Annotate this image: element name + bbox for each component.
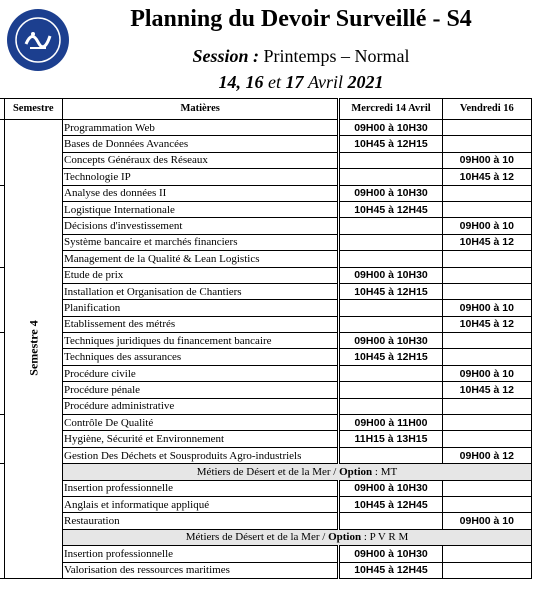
friday-time	[442, 120, 531, 136]
subject-cell: Installation et Organisation de Chantiers	[63, 283, 339, 299]
friday-time	[442, 333, 531, 349]
wednesday-time	[339, 234, 442, 250]
wednesday-time: 09H00 à 10H30	[339, 480, 442, 496]
friday-time: 09H00 à 10	[442, 152, 531, 168]
subject-cell: Procédure civile	[63, 365, 339, 381]
band-text: Métiers de Désert et de la Mer /	[196, 465, 340, 478]
table-row	[0, 447, 532, 463]
table-row	[0, 382, 532, 398]
friday-time: 10H45 à 12	[442, 169, 531, 185]
session-value: Printemps – Normal	[263, 46, 410, 66]
table-row	[0, 283, 532, 299]
friday-time	[442, 251, 531, 267]
dates-days: 14, 16	[218, 72, 264, 92]
band-option-value: : P V R M	[361, 531, 409, 544]
subject-cell: Valorisation des ressources maritimes	[63, 562, 339, 578]
col-header-semestre: Semestre	[4, 99, 62, 120]
wednesday-time	[339, 169, 442, 185]
subject-cell: Procédure pénale	[63, 382, 339, 398]
table-row	[0, 267, 532, 283]
table-row	[0, 251, 532, 267]
subject-cell: Programmation Web	[63, 120, 339, 136]
table-row	[0, 431, 532, 447]
table-row	[0, 152, 532, 168]
table-row	[0, 300, 532, 316]
wednesday-time: 09H00 à 10H30	[339, 185, 442, 201]
wednesday-time	[339, 152, 442, 168]
friday-time	[442, 283, 531, 299]
wednesday-time: 11H15 à 13H15	[339, 431, 442, 447]
wednesday-time: 09H00 à 10H30	[339, 267, 442, 283]
friday-time	[442, 185, 531, 201]
wednesday-time: 10H45 à 12H15	[339, 283, 442, 299]
table-row	[0, 185, 532, 201]
table-row	[0, 234, 532, 250]
table-row	[0, 349, 532, 365]
wednesday-time: 09H00 à 11H00	[339, 415, 442, 431]
friday-time	[442, 398, 531, 414]
subject-cell: Planification	[63, 300, 339, 316]
planning-table	[0, 98, 532, 579]
wednesday-time	[339, 251, 442, 267]
col-header-wed: Mercredi 14 Avril	[339, 99, 442, 120]
friday-time	[442, 546, 531, 562]
table-row	[0, 169, 532, 185]
filiere-cell	[0, 415, 4, 464]
wednesday-time: 09H00 à 10H30	[339, 546, 442, 562]
dates-year: 2021	[347, 72, 384, 92]
subject-cell: Management de la Qualité & Lean Logistics	[63, 251, 339, 267]
dates-17: 17	[285, 72, 304, 92]
semester-label: Semestre 4	[26, 320, 41, 377]
filiere-cell	[0, 185, 4, 267]
subject-cell: Logistique Internationale	[63, 201, 339, 217]
table-row	[0, 398, 532, 414]
session-line	[0, 46, 554, 67]
page-title: Planning du Devoir Surveillé - S4	[130, 6, 472, 32]
friday-time	[442, 415, 531, 431]
wednesday-time: 10H45 à 12H45	[339, 562, 442, 578]
friday-time: 09H00 à 10	[442, 365, 531, 381]
band-text: Métiers de Désert et de la Mer /	[185, 531, 329, 544]
table-row	[0, 480, 532, 496]
wednesday-time	[339, 316, 442, 332]
wednesday-time: 10H45 à 12H45	[339, 496, 442, 512]
subject-cell: Insertion professionnelle	[63, 480, 339, 496]
subject-cell: Concepts Généraux des Réseaux	[63, 152, 339, 168]
subject-cell: Restauration	[63, 513, 339, 529]
option-band-text	[63, 529, 532, 545]
filiere-cell	[0, 464, 4, 579]
wednesday-time: 10H45 à 12H45	[339, 201, 442, 217]
friday-time: 10H45 à 12	[442, 316, 531, 332]
friday-time	[442, 562, 531, 578]
table-row	[0, 562, 532, 578]
friday-time	[442, 267, 531, 283]
table-row	[0, 365, 532, 381]
wednesday-time: 10H45 à 12H15	[339, 136, 442, 152]
friday-time: 09H00 à 12	[442, 447, 531, 463]
dates-et: et	[268, 72, 281, 92]
subject-cell: Système bancaire et marchés financiers	[63, 234, 339, 250]
dates-month: Avril	[308, 72, 343, 92]
friday-time: 10H45 à 12	[442, 382, 531, 398]
wednesday-time: 09H00 à 10H30	[339, 333, 442, 349]
wednesday-time	[339, 398, 442, 414]
subject-cell: Technologie IP	[63, 169, 339, 185]
wednesday-time	[339, 447, 442, 463]
subject-cell: Contrôle De Qualité	[63, 415, 339, 431]
friday-time: 10H45 à 12	[442, 234, 531, 250]
table-row	[0, 201, 532, 217]
table-row	[0, 496, 532, 512]
subject-cell: Techniques juridiques du financement bancaire	[63, 333, 339, 349]
filiere-cell	[0, 333, 4, 415]
wednesday-time	[339, 365, 442, 381]
friday-time	[442, 349, 531, 365]
friday-time	[442, 431, 531, 447]
subject-cell: Techniques des assurances	[63, 349, 339, 365]
wednesday-time	[339, 513, 442, 529]
option-band-mt	[0, 464, 532, 480]
wednesday-time: 09H00 à 10H30	[339, 120, 442, 136]
wednesday-time	[339, 382, 442, 398]
subject-cell: Procédure administrative	[63, 398, 339, 414]
table-row	[0, 513, 532, 529]
col-header-matieres: Matières	[63, 99, 339, 120]
friday-time: 09H00 à 10	[442, 513, 531, 529]
session-label: Session :	[192, 46, 259, 66]
friday-time	[442, 480, 531, 496]
col-header-fri: Vendredi 16	[442, 99, 531, 120]
wednesday-time	[339, 300, 442, 316]
table-row	[0, 120, 532, 136]
friday-time	[442, 136, 531, 152]
subject-cell: Bases de Données Avancées	[63, 136, 339, 152]
wednesday-time	[339, 218, 442, 234]
table-row	[0, 218, 532, 234]
subject-cell: Insertion professionnelle	[63, 546, 339, 562]
friday-time: 09H00 à 10	[442, 300, 531, 316]
subject-cell: Etablissement des métrés	[63, 316, 339, 332]
friday-time	[442, 201, 531, 217]
subject-cell: Etude de prix	[63, 267, 339, 283]
wednesday-time: 10H45 à 12H15	[339, 349, 442, 365]
filiere-cell	[0, 267, 4, 333]
table-row	[0, 415, 532, 431]
option-band-pvrm	[0, 529, 532, 545]
subject-cell: Gestion Des Déchets et Sousproduits Agro-industriels	[63, 447, 339, 463]
table-row	[0, 546, 532, 562]
table-row	[0, 333, 532, 349]
exam-dates	[0, 72, 554, 93]
subject-cell: Analyse des données II	[63, 185, 339, 201]
subject-cell: Décisions d'investissement	[63, 218, 339, 234]
subject-cell: Anglais et informatique appliqué	[63, 496, 339, 512]
header-row	[0, 99, 532, 120]
table-row	[0, 136, 532, 152]
friday-time: 09H00 à 10	[442, 218, 531, 234]
subject-cell: Hygiène, Sécurité et Environnement	[63, 431, 339, 447]
band-option-value: : MT	[372, 465, 398, 478]
semester-cell	[4, 120, 62, 579]
table-row	[0, 316, 532, 332]
band-option-label: Option	[328, 531, 362, 544]
band-option-label: Option	[339, 465, 373, 478]
friday-time	[442, 496, 531, 512]
option-band-text	[63, 464, 532, 480]
